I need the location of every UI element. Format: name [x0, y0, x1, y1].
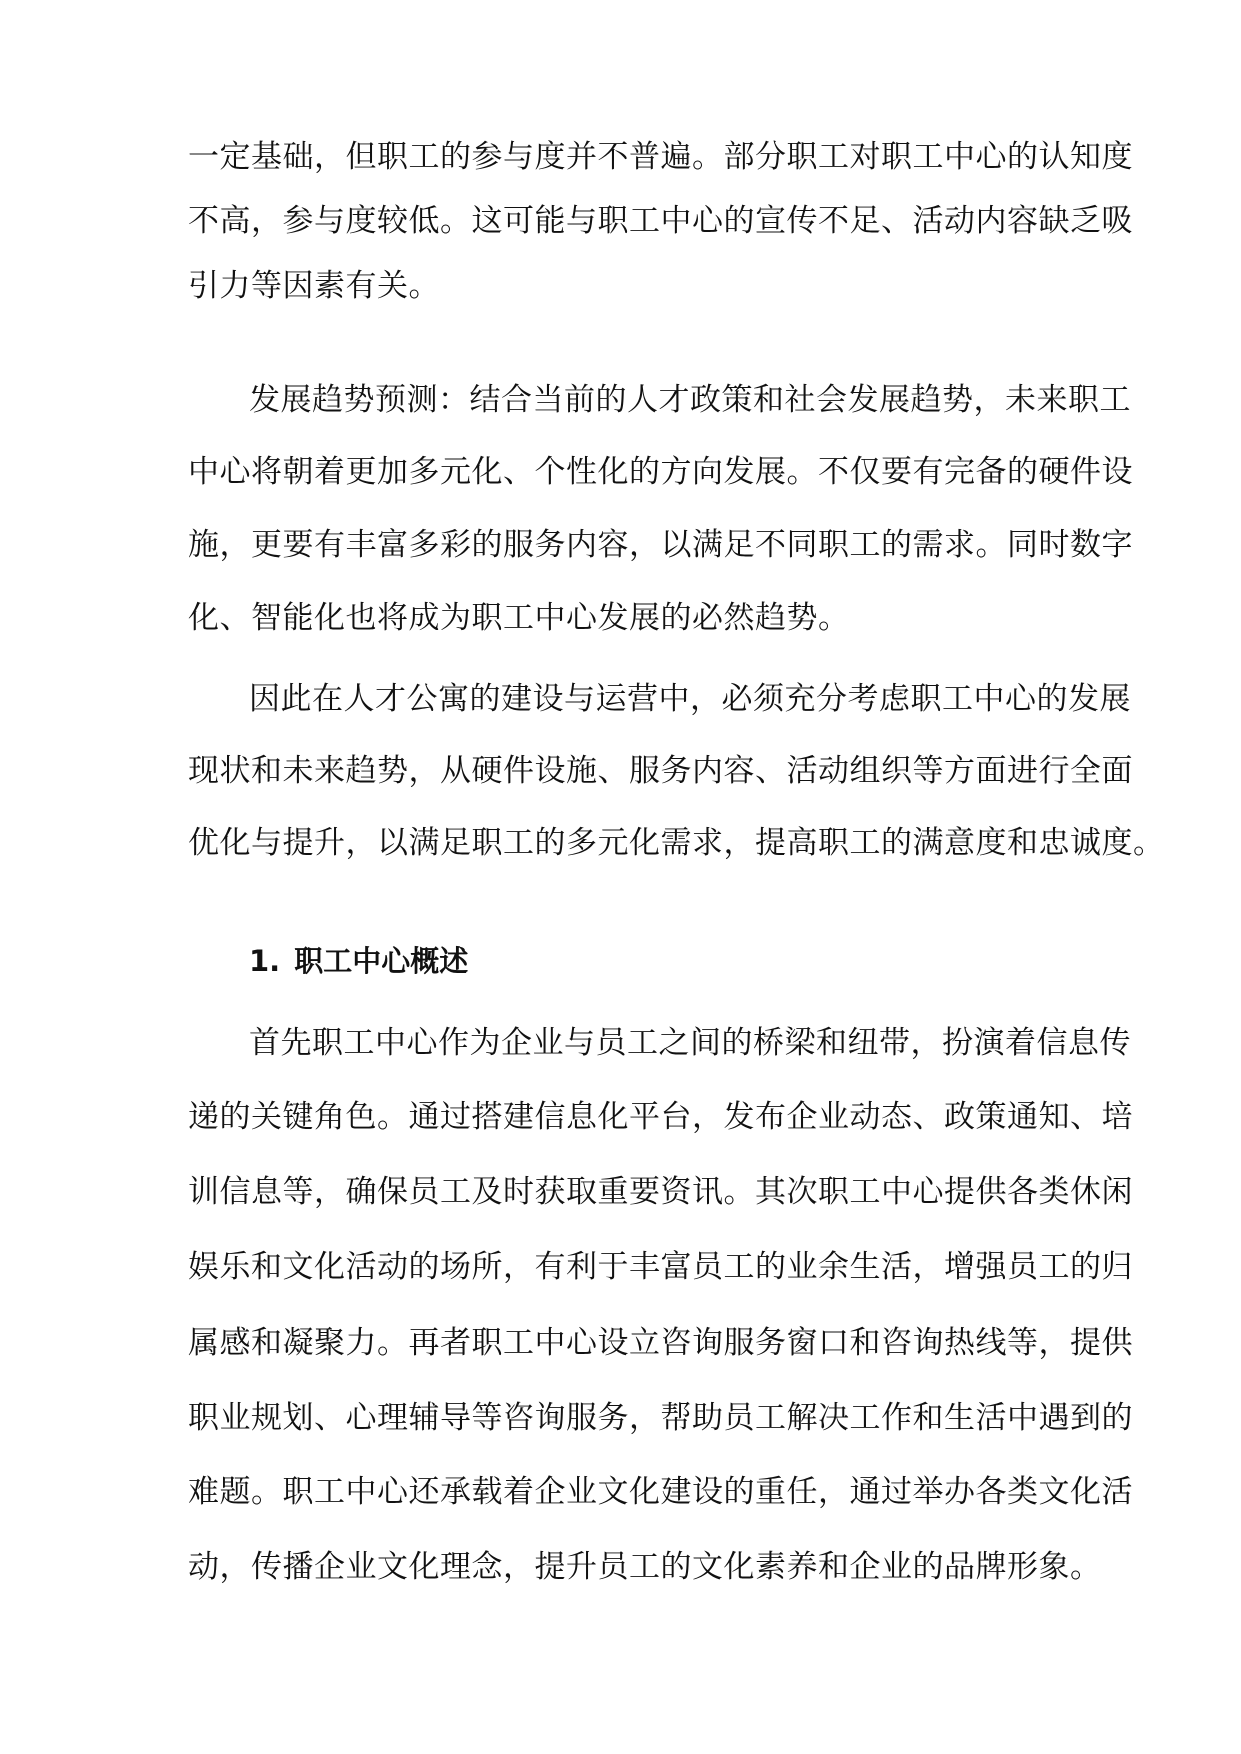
text-line: 化、智能化也将成为职工中心发展的必然趋势。: [188, 600, 850, 636]
text-line: 属感和凝聚力。再者职工中心设立咨询服务窗口和咨询热线等，提供: [188, 1325, 1133, 1361]
text-line: 首先职工中心作为企业与员工之间的桥梁和纽带，扮演着信息传: [249, 1025, 1131, 1061]
text-line: 施，更要有丰富多彩的服务内容，以满足不同职工的需求。同时数字: [188, 527, 1133, 563]
text-line: 不高，参与度较低。这可能与职工中心的宣传不足、活动内容缺乏吸: [188, 203, 1133, 239]
text-line: 优化与提升，以满足职工的多元化需求，提高职工的满意度和忠诚度。: [188, 825, 1165, 861]
section-number: 1.: [249, 944, 281, 978]
text-line: 递的关键角色。通过搭建信息化平台，发布企业动态、政策通知、培: [188, 1099, 1133, 1135]
section-heading: [249, 941, 468, 981]
text-line: 一定基础，但职工的参与度并不普遍。部分职工对职工中心的认知度: [188, 139, 1133, 175]
text-line: 动，传播企业文化理念，提升员工的文化素养和企业的品牌形象。: [188, 1549, 1102, 1585]
text-line: 娱乐和文化活动的场所，有利于丰富员工的业余生活，增强员工的归: [188, 1249, 1133, 1285]
text-line: 中心将朝着更加多元化、个性化的方向发展。不仅要有完备的硬件设: [188, 454, 1133, 490]
text-line: 职业规划、心理辅导等咨询服务，帮助员工解决工作和生活中遇到的: [188, 1400, 1133, 1436]
text-line: 引力等因素有关。: [188, 268, 440, 304]
text-line: 现状和未来趋势，从硬件设施、服务内容、活动组织等方面进行全面: [188, 753, 1133, 789]
text-line: 因此在人才公寓的建设与运营中，必须充分考虑职工中心的发展: [249, 681, 1131, 717]
text-line: 训信息等，确保员工及时获取重要资讯。其次职工中心提供各类休闲: [188, 1174, 1133, 1210]
section-title: 职工中心概述: [294, 944, 469, 978]
text-line: 发展趋势预测：结合当前的人才政策和社会发展趋势，未来职工: [249, 382, 1131, 418]
text-line: 难题。职工中心还承载着企业文化建设的重任，通过举办各类文化活: [188, 1474, 1133, 1510]
